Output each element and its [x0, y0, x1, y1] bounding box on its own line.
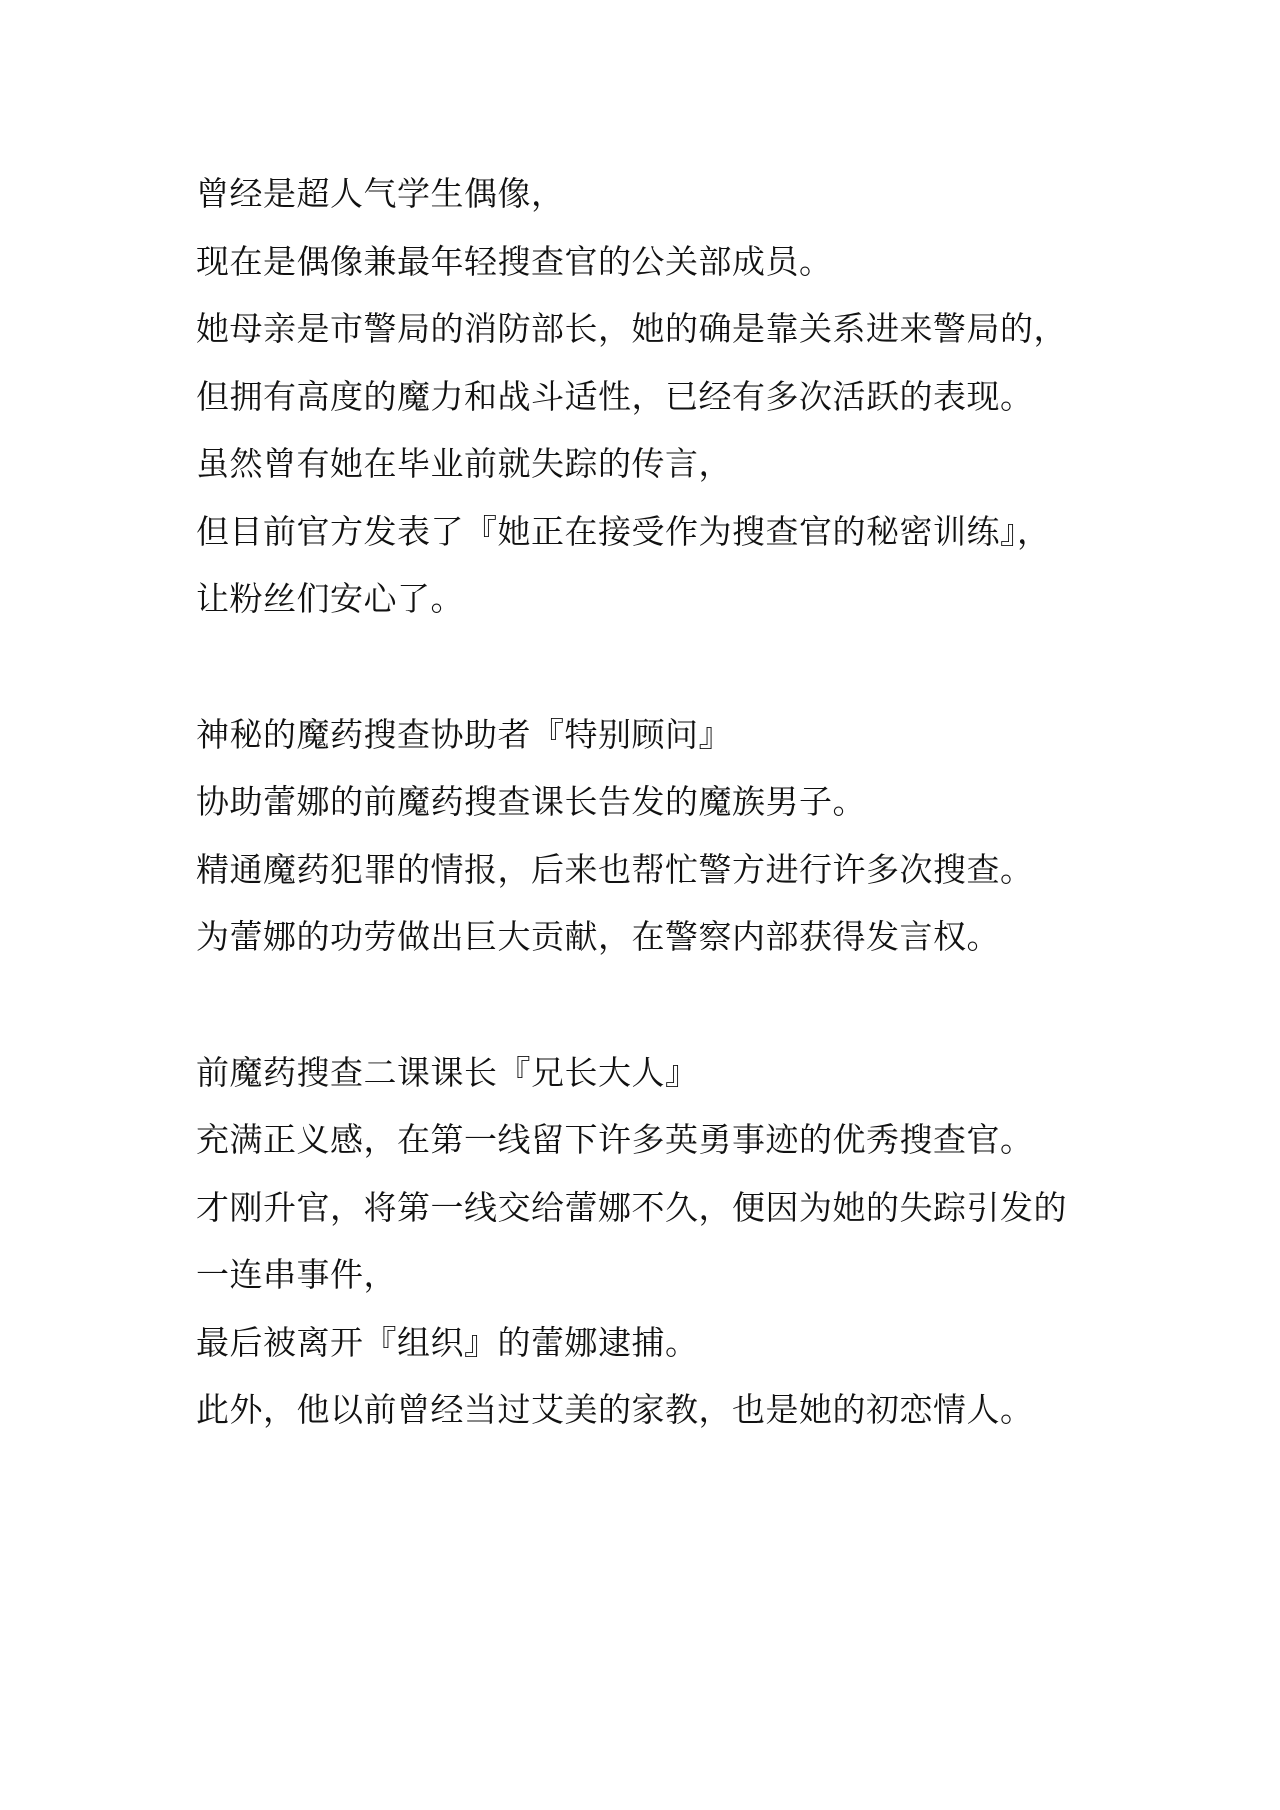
text-line: 才刚升官，将第一线交给蕾娜不久，便因为她的失踪引发的: [196, 1187, 1067, 1227]
text-line: 一连串事件，: [196, 1255, 397, 1294]
text-line: 虽然曾有她在毕业前就失踪的传言，: [196, 444, 732, 483]
text-line: 为蕾娜的功劳做出巨大贡献，在警察内部获得发言权。: [196, 917, 1000, 956]
text-line: 曾经是超人气学生偶像，: [196, 174, 565, 213]
text-line: 前魔药搜查二课课长『兄长大人』: [196, 1052, 699, 1092]
text-line: 现在是偶像兼最年轻搜查官的公关部成员。: [196, 241, 833, 281]
text-body: [196, 160, 1096, 1444]
text-line: 但目前官方发表了『她正在接受作为搜查官的秘密训练』，: [196, 511, 1051, 551]
paragraph-elder-brother: [196, 1039, 1096, 1444]
paragraph-idol-background: [196, 160, 1096, 633]
text-line: 她母亲是市警局的消防部长，她的确是靠关系进来警局的，: [196, 309, 1067, 348]
text-line: 协助蕾娜的前魔药搜查课长告发的魔族男子。: [196, 782, 866, 821]
text-line: 精通魔药犯罪的情报，后来也帮忙警方进行许多次搜查。: [196, 849, 1034, 889]
text-line: 此外，他以前曾经当过艾美的家教，也是她的初恋情人。: [196, 1390, 1034, 1429]
text-line: 神秘的魔药搜查协助者『特别顾问』: [196, 714, 732, 754]
text-line: 充满正义感，在第一线留下许多英勇事迹的优秀搜查官。: [196, 1120, 1034, 1159]
text-line: 让粉丝们安心了。: [196, 579, 464, 618]
text-line: 最后被离开『组织』的蕾娜逮捕。: [196, 1322, 699, 1362]
text-line: 但拥有高度的魔力和战斗适性，已经有多次活跃的表现。: [196, 376, 1034, 416]
paragraph-special-advisor: [196, 701, 1096, 971]
